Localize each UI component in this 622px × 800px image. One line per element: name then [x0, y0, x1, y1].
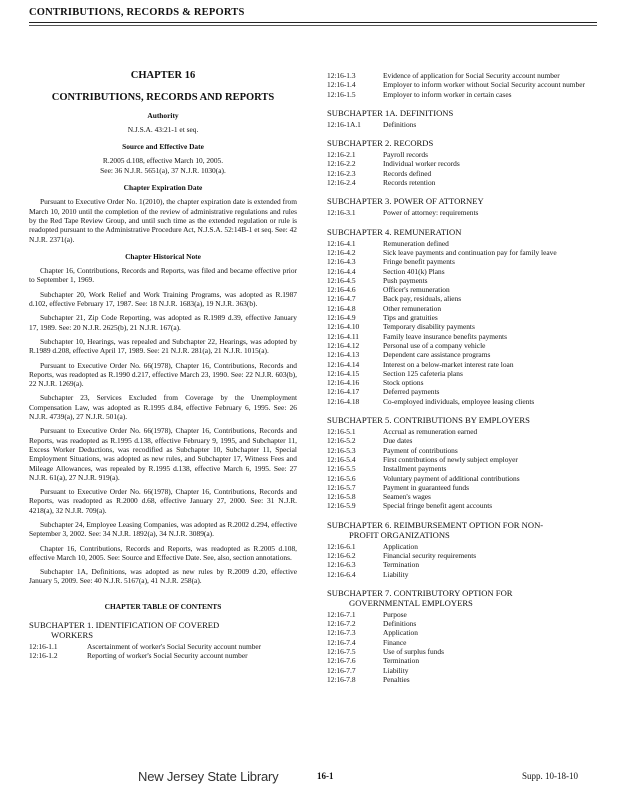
section-title: Financial security requirements — [383, 550, 477, 560]
page-number: 16-1 — [317, 771, 334, 781]
section-title: Deferred payments — [383, 387, 440, 397]
history-notes — [29, 266, 297, 586]
toc-entry — [327, 322, 597, 331]
section-number: 12:16-2.4 — [327, 178, 356, 188]
section-title: Back pay, residuals, aliens — [383, 294, 462, 304]
toc-entry — [29, 642, 297, 651]
toc-entry — [327, 120, 597, 129]
toc-entry — [327, 647, 597, 656]
subchapter-3-heading: SUBCHAPTER 3. POWER OF ATTORNEY — [327, 196, 484, 207]
library-watermark: New Jersey State Library — [138, 769, 279, 784]
section-title: Employer to inform worker without Social Security account number — [383, 80, 585, 90]
toc-entry — [327, 248, 597, 257]
toc-entry — [327, 464, 597, 473]
authority-text: N.J.S.A. 43:21-1 et seq. — [127, 124, 199, 134]
section-number: 12:16-4.10 — [327, 322, 360, 332]
section-number: 12:16-6.1 — [327, 541, 356, 551]
section-title: Records defined — [383, 168, 432, 178]
toc-entry — [327, 666, 597, 675]
subchapter-5-heading: SUBCHAPTER 5. CONTRIBUTIONS BY EMPLOYERS — [327, 415, 530, 426]
section-number: 12:16-4.5 — [327, 275, 356, 285]
subchapter-7-entries — [327, 610, 597, 684]
section-title: Reporting of worker's Social Security account number — [87, 651, 248, 661]
section-title: First contributions of newly subject employer — [383, 454, 518, 464]
toc-entry — [327, 551, 597, 560]
toc-entry — [327, 332, 597, 341]
subchapter-7-heading — [327, 588, 597, 608]
subchapter-1-entries — [29, 642, 297, 661]
section-number: 12:16-4.12 — [327, 340, 360, 350]
section-title: Application — [383, 628, 418, 638]
toc-entry — [327, 90, 597, 99]
section-title: Tips and gratuities — [383, 313, 438, 323]
section-number: 12:16-1A.1 — [327, 119, 361, 129]
section-number: 12:16-4.14 — [327, 359, 360, 369]
authority-heading: Authority — [147, 110, 179, 120]
subchapter-6-heading — [327, 520, 597, 540]
history-note: Subchapter 1A, Definitions, was adopted as new rules by R.2009 d.20, effective January 5, 2009. See: 40 N.J.R. 5167(a), 41 N.J.R. 258(a). — [29, 567, 297, 586]
toc-entry — [327, 474, 597, 483]
toc-entry — [327, 560, 597, 569]
section-number: 12:16-4.1 — [327, 238, 356, 248]
section-number: 12:16-4.9 — [327, 313, 356, 323]
toc-entry — [327, 369, 597, 378]
history-note: Pursuant to Executive Order No. 66(1978), Chapter 16, Contributions, Records and Reports, was readopted as R.2000 d.68, effective January 27, 2000. See: 31 N.J.R. 4218(a), 32 N.J.R. 709(a). — [29, 487, 297, 515]
subchapter-1-heading-line2: WORKERS — [51, 630, 94, 641]
toc-entry — [29, 651, 297, 660]
right-column — [327, 71, 597, 684]
section-number: 12:16-1.5 — [327, 89, 356, 99]
section-title: Installment payments — [383, 464, 447, 474]
header-rule — [29, 22, 597, 23]
supplement-date: Supp. 10-18-10 — [522, 771, 578, 781]
toc-entry — [327, 378, 597, 387]
section-title: Use of surplus funds — [383, 647, 444, 657]
source-text-2: See: 36 N.J.R. 5651(a), 37 N.J.R. 1030(a). — [100, 165, 226, 175]
section-number: 12:16-4.16 — [327, 378, 360, 388]
section-title: Liability — [383, 665, 409, 675]
section-number: 12:16-6.4 — [327, 569, 356, 579]
section-number: 12:16-7.1 — [327, 609, 356, 619]
section-number: 12:16-4.15 — [327, 368, 360, 378]
toc-entry — [327, 169, 597, 178]
section-title: Termination — [383, 560, 420, 570]
section-number: 12:16-1.2 — [29, 651, 58, 661]
section-title: Interest on a below-market interest rate loan — [383, 359, 514, 369]
history-note: Subchapter 23, Services Excluded from Coverage by the Unemployment Compensation Law, was adopted as R.1995 d.84, effective February 6, 1995. See: 26 N.J.R. 4739(a), 27 N.J.R. 501(a). — [29, 393, 297, 422]
history-note: Pursuant to Executive Order No. 66(1978), Chapter 16, Contributions, Records and Reports, was readopted as R.1995 d.138, effective February 9, 1995, and Subchapter 11, Excess Worker Deductions, was recodified as Subchapter 10, Subchapter 11, Special Employment Situations, was adopted as new rules, and Subchapter 17, Witness Fees and Mileage Allowances, was repealed by R.1995 d.138, effective March 6, 1995. See: 27 N.J.R. 61(a), 27 N.J.R. 919(a). — [29, 426, 297, 482]
toc-entry — [327, 257, 597, 266]
section-title: Purpose — [383, 609, 407, 619]
section-title: Employer to inform worker in certain cases — [383, 89, 512, 99]
section-title: Records retention — [383, 178, 436, 188]
toc-entry — [327, 208, 597, 217]
subchapter-1-entries-cont — [327, 71, 597, 99]
section-title: Application — [383, 541, 418, 551]
section-number: 12:16-4.18 — [327, 396, 360, 406]
section-title: Termination — [383, 656, 420, 666]
history-heading: Chapter Historical Note — [125, 251, 201, 261]
source-text-1: R.2005 d.108, effective March 10, 2005. — [102, 156, 224, 166]
section-number: 12:16-4.17 — [327, 387, 360, 397]
toc-entry — [327, 427, 597, 436]
toc-entry — [327, 501, 597, 510]
left-column — [29, 60, 297, 661]
section-title: Payment in guaranteed funds — [383, 482, 469, 492]
section-title: Penalties — [383, 674, 410, 684]
section-title: Section 401(k) Plans — [383, 266, 445, 276]
subchapter-6-heading-line1: SUBCHAPTER 6. REIMBURSEMENT OPTION FOR NON- — [327, 519, 544, 530]
section-title: Other remuneration — [383, 303, 442, 313]
section-title: Temporary disability payments — [383, 322, 475, 332]
toc-entry — [327, 570, 597, 579]
section-number: 12:16-2.1 — [327, 150, 356, 160]
section-number: 12:16-5.6 — [327, 473, 356, 483]
header-rule-thin — [29, 25, 597, 26]
section-title: Remuneration defined — [383, 238, 449, 248]
toc-entry — [327, 610, 597, 619]
section-number: 12:16-5.4 — [327, 454, 356, 464]
section-number: 12:16-6.3 — [327, 560, 356, 570]
toc-entry — [327, 341, 597, 350]
section-number: 12:16-1.3 — [327, 71, 356, 80]
section-number: 12:16-2.3 — [327, 168, 356, 178]
chapter-title: CONTRIBUTIONS, RECORDS AND REPORTS — [51, 92, 275, 104]
section-title: Payroll records — [383, 150, 428, 160]
section-number: 12:16-4.4 — [327, 266, 356, 276]
section-title: Evidence of application for Social Security account number — [383, 71, 560, 80]
section-title: Power of attorney: requirements — [383, 208, 479, 218]
history-note: Chapter 16, Contributions, Records and Reports, was readopted as R.2005 d.108, effective March 10, 2005. See: Source and Effective Date. See, also, section annotations. — [29, 543, 297, 562]
history-note: Subchapter 20, Work Relief and Work Training Programs, was adopted as R.1987 d.102, effective February 17, 1987. See: 18 N.J.R. 1683(a), 19 N.J.R. 363(b). — [29, 289, 297, 309]
section-title: Accrual as remuneration earned — [383, 427, 478, 437]
section-title: Officer's remuneration — [383, 285, 450, 295]
history-note: Subchapter 24, Employee Leasing Companies, was adopted as R.2002 d.294, effective September 3, 2002. See: 34 N.J.R. 1892(a), 34 N.J.R. 3089(a). — [29, 519, 297, 539]
section-title: Co-employed individuals, employee leasing clients — [383, 396, 535, 406]
section-title: Liability — [383, 569, 409, 579]
section-number: 12:16-5.3 — [327, 445, 356, 455]
section-title: Ascertainment of worker's Social Security account number — [87, 642, 262, 652]
section-title: Individual worker records — [383, 159, 460, 169]
section-number: 12:16-7.7 — [327, 665, 356, 675]
section-number: 12:16-3.1 — [327, 208, 356, 218]
history-note: Subchapter 21, Zip Code Reporting, was adopted as R.1989 d.39, effective January 17, 1989. See: 20 N.J.R. 2625(b), 21 N.J.R. 167(a). — [29, 313, 297, 332]
section-title: Seamen's wages — [383, 492, 431, 502]
subchapter-1-heading-line1: SUBCHAPTER 1. IDENTIFICATION OF COVERED — [29, 620, 220, 631]
section-number: 12:16-5.1 — [327, 427, 356, 437]
section-number: 12:16-4.7 — [327, 294, 356, 304]
section-number: 12:16-4.11 — [327, 331, 359, 341]
section-number: 12:16-5.2 — [327, 436, 356, 446]
section-title: Voluntary payment of additional contributions — [383, 473, 520, 483]
toc-entry — [327, 239, 597, 248]
section-title: Sick leave payments and continuation pay for family leave — [383, 247, 557, 257]
toc-entry — [327, 267, 597, 276]
section-number: 12:16-7.4 — [327, 637, 356, 647]
section-number: 12:16-4.6 — [327, 285, 356, 295]
subchapter-6-entries — [327, 542, 597, 579]
section-number: 12:16-5.7 — [327, 482, 356, 492]
subchapter-1-heading — [29, 620, 297, 640]
section-number: 12:16-1.1 — [29, 642, 58, 652]
subchapter-7-heading-line1: SUBCHAPTER 7. CONTRIBUTORY OPTION FOR — [327, 587, 513, 598]
toc-entry — [327, 294, 597, 303]
section-title: Fringe benefit payments — [383, 257, 455, 267]
expiration-text: Pursuant to Executive Order No. 1(2010), the chapter expiration date is extended from March 10, 2010 until the completion of the review of administrative regulations and rules by the Red Tape Review Group, and until such time as the extended regulation or rule is readopted pursuant to the Administrative Procedure Act, N.J.S.A. 52:14B-1 et seq. See: 42 N.J.R. 2371(a). — [29, 197, 297, 244]
toc-entry — [327, 483, 597, 492]
chapter-number: CHAPTER 16 — [130, 70, 196, 81]
toc-entry — [327, 80, 597, 89]
subchapter-7-heading-line2: GOVERNMENTAL EMPLOYERS — [349, 597, 473, 608]
section-number: 12:16-4.2 — [327, 247, 356, 257]
toc-entry — [327, 150, 597, 159]
source-heading: Source and Effective Date — [122, 142, 204, 152]
subchapter-1a-heading: SUBCHAPTER 1A. DEFINITIONS — [327, 107, 454, 118]
history-note: Subchapter 10, Hearings, was repealed and Subchapter 22, Hearings, was adopted by R.1989 d.208, effective April 17, 1989. See: 21 N.J.R. 281(a), 21 N.J.R. 1015(a). — [29, 336, 297, 356]
section-title: Section 125 cafeteria plans — [383, 368, 463, 378]
toc-entry — [327, 492, 597, 501]
section-number: 12:16-1.4 — [327, 80, 356, 90]
toc-entry — [327, 360, 597, 369]
section-title: Personal use of a company vehicle — [383, 340, 486, 350]
section-title: Family leave insurance benefits payments — [383, 331, 507, 341]
section-number: 12:16-2.2 — [327, 159, 356, 169]
toc-entry — [327, 638, 597, 647]
running-head: CONTRIBUTIONS, RECORDS & REPORTS — [29, 7, 245, 18]
section-number: 12:16-7.2 — [327, 619, 356, 629]
section-title: Due dates — [383, 436, 413, 446]
toc-entry — [327, 285, 597, 294]
section-title: Special fringe benefit agent accounts — [383, 501, 493, 511]
toc-entry — [327, 387, 597, 396]
subchapter-2-entries — [327, 150, 597, 187]
section-number: 12:16-7.3 — [327, 628, 356, 638]
toc-entry — [327, 436, 597, 445]
toc-entry — [327, 656, 597, 665]
section-number: 12:16-6.2 — [327, 550, 356, 560]
expiration-heading: Chapter Expiration Date — [123, 183, 203, 193]
history-note: Pursuant to Executive Order No. 66(1978), Chapter 16, Contributions, Records and Reports, was readopted as R.1990 d.217, effective March 23, 1990. See: 22 N.J.R. 603(b), 22 N.J.R. 1269(a). — [29, 360, 297, 389]
toc-entry — [327, 628, 597, 637]
section-number: 12:16-5.9 — [327, 501, 356, 511]
toc-entry — [327, 455, 597, 464]
section-number: 12:16-4.13 — [327, 350, 360, 360]
toc-entry — [327, 619, 597, 628]
toc-entry — [327, 313, 597, 322]
toc-entry — [327, 397, 597, 406]
subchapter-1a-entries — [327, 120, 597, 129]
toc-entry — [327, 159, 597, 168]
toc-entry — [327, 178, 597, 187]
section-title: Definitions — [383, 619, 417, 629]
subchapter-3-entries — [327, 208, 597, 217]
section-title: Dependent care assistance programs — [383, 350, 491, 360]
section-number: 12:16-4.8 — [327, 303, 356, 313]
subchapter-2-heading: SUBCHAPTER 2. RECORDS — [327, 138, 434, 149]
toc-entry — [327, 675, 597, 684]
section-number: 12:16-5.8 — [327, 492, 356, 502]
toc-entry — [327, 304, 597, 313]
section-number: 12:16-7.6 — [327, 656, 356, 666]
toc-entry — [327, 350, 597, 359]
subchapter-6-heading-line2: PROFIT ORGANIZATIONS — [349, 529, 450, 540]
section-number: 12:16-5.5 — [327, 464, 356, 474]
subchapter-4-heading: SUBCHAPTER 4. REMUNERATION — [327, 226, 462, 237]
section-title: Stock options — [383, 378, 424, 388]
subchapter-5-entries — [327, 427, 597, 511]
toc-entry — [327, 71, 597, 80]
history-note: Chapter 16, Contributions, Records and Reports, was filed and became effective prior to September 1, 1969. — [29, 266, 297, 285]
toc-entry — [327, 542, 597, 551]
toc-entry — [327, 446, 597, 455]
section-number: 12:16-7.8 — [327, 674, 356, 684]
section-title: Push payments — [383, 275, 428, 285]
section-title: Finance — [383, 637, 407, 647]
toc-entry — [327, 276, 597, 285]
section-number: 12:16-7.5 — [327, 647, 356, 657]
section-title: Payment of contributions — [383, 445, 458, 455]
section-number: 12:16-4.3 — [327, 257, 356, 267]
subchapter-4-entries — [327, 239, 597, 406]
toc-heading: CHAPTER TABLE OF CONTENTS — [104, 601, 222, 611]
section-title: Definitions — [383, 119, 417, 129]
